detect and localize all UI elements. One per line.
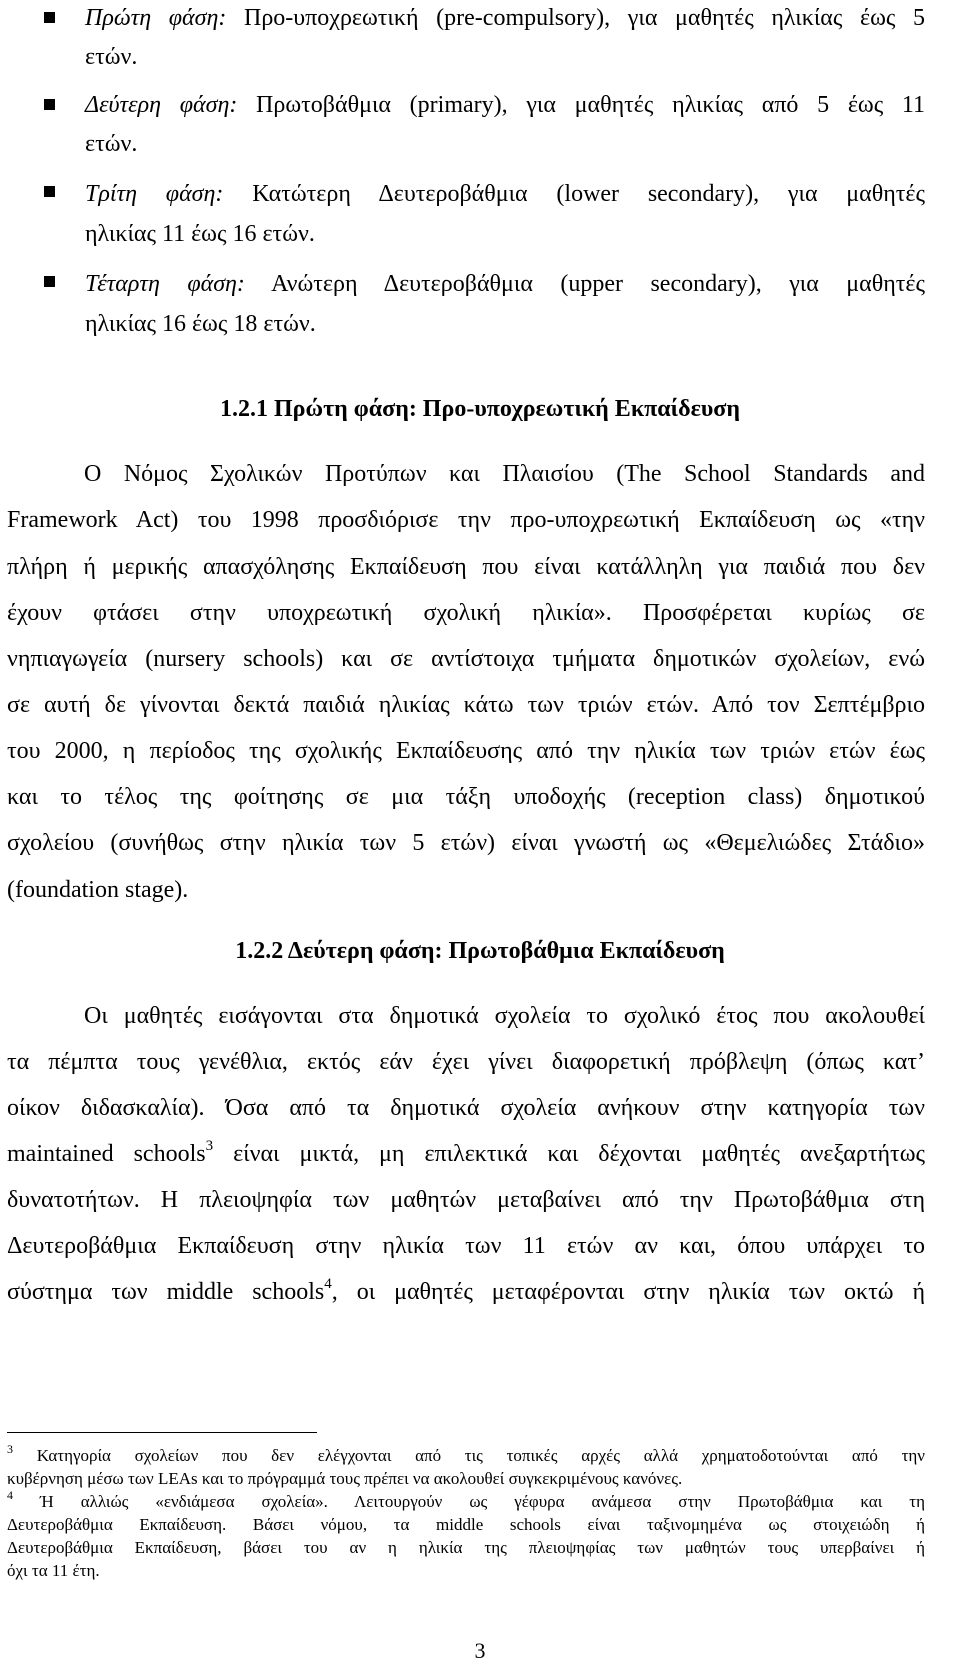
paragraph-line: (foundation stage). — [7, 877, 189, 903]
list-item-label: Δεύτερη φάση: — [85, 92, 238, 118]
paragraph-line: έχουν φτάσει στην υποχρεωτική σχολική ηλικία». Προσφέρεται κυρίως σε — [7, 600, 925, 626]
paragraph-line — [7, 1140, 925, 1168]
footnote-line — [7, 1442, 925, 1466]
paragraph-line: οίκον διδασκαλία). Όσα από τα δημοτικά σχολεία ανήκουν στην κατηγορία των — [7, 1095, 925, 1121]
square-bullet-icon — [44, 276, 55, 287]
paragraph-line: του 2000, η περίοδος της σχολικής Εκπαίδευσης από την ηλικία των τριών ετών έως — [7, 738, 925, 764]
footnote-reference[interactable]: 3 — [205, 1138, 214, 1154]
paragraph-line: Framework Act) του 1998 προσδιόρισε την προ-υποχρεωτική Εκπαίδευση ως «την — [7, 507, 925, 533]
paragraph-line: σε αυτή δε γίνονται δεκτά παιδιά ηλικίας κάτω των τριών ετών. Από τον Σεπτέμβριο — [7, 692, 925, 718]
list-item-line — [85, 180, 925, 208]
footnote-text: Ή αλλιώς «ενδιάμεσα σχολεία». Λειτουργούν ως γέφυρα ανάμεσα στην Πρωτοβάθμια και τη — [13, 1492, 925, 1511]
list-item-line — [85, 91, 925, 119]
footnote-number: 4 — [7, 1488, 13, 1503]
paragraph-text: maintained schools — [7, 1141, 206, 1167]
paragraph-text: είναι μικτά, μη επιλεκτικά και δέχονται μαθητές ανεξαρτήτως — [213, 1141, 925, 1167]
list-item-line: ηλικίας 16 έως 18 ετών. — [85, 311, 316, 337]
paragraph-text: , οι μαθητές μεταφέρονται στην ηλικία των οκτώ ή — [331, 1279, 926, 1305]
footnote-reference[interactable]: 4 — [324, 1276, 332, 1292]
paragraph-line: και το τέλος της φοίτησης σε μια τάξη υποδοχής (reception class) δημοτικού — [7, 784, 925, 810]
paragraph-line: πλήρη ή μερικής απασχόλησης Εκπαίδευση που είναι κατάλληλη για παιδιά που δεν — [7, 554, 925, 580]
square-bullet-icon — [44, 12, 55, 23]
paragraph-line: Δευτεροβάθμια Εκπαίδευση στην ηλικία των 11 ετών αν και, όπου υπάρχει το — [7, 1233, 925, 1259]
footnote-line — [7, 1488, 925, 1512]
list-item-line: ηλικίας 11 έως 16 ετών. — [85, 221, 315, 247]
list-item-line — [85, 4, 925, 32]
page-number: 3 — [474, 1638, 486, 1663]
list-item-label: Τρίτη φάση: — [85, 181, 224, 207]
paragraph-line — [7, 1278, 925, 1306]
paragraph-line: σχολείου (συνήθως στην ηλικία των 5 ετών) είναι γνωστή ως «Θεμελιώδες Στάδιο» — [7, 830, 925, 856]
list-item-text: Ανώτερη Δευτεροβάθμια (upper secondary), για μαθητές — [271, 271, 925, 297]
footnote-number: 3 — [7, 1442, 13, 1457]
list-item-line — [85, 270, 925, 298]
section-heading: 1.2.1 Πρώτη φάση: Προ-υποχρεωτική Εκπαίδευση — [220, 396, 740, 422]
list-item-text: Προ-υποχρεωτική (pre-compulsory), για μαθητές ηλικίας έως 5 — [243, 5, 926, 31]
paragraph-line: δυνατοτήτων. Η πλειοψηφία των μαθητών μεταβαίνει από την Πρωτοβάθμια στη — [7, 1187, 925, 1213]
footnote-line: κυβέρνηση μέσω των LEAs και το πρόγραμμά τους πρέπει να ακολουθεί συγκεκριμένους κανόνες. — [7, 1469, 683, 1488]
square-bullet-icon — [44, 99, 55, 110]
square-bullet-icon — [44, 186, 55, 197]
list-item-text: Πρωτοβάθμια (primary), για μαθητές ηλικίας από 5 έως 11 — [256, 92, 926, 118]
list-item-line: ετών. — [85, 44, 138, 70]
footnote-text: Κατηγορία σχολείων που δεν ελέγχονται από τις τοπικές αρχές αλλά χρηματοδοτούνται από την — [13, 1446, 925, 1465]
section-heading: 1.2.2 Δεύτερη φάση: Πρωτοβάθμια Εκπαίδευση — [235, 938, 725, 964]
footnote-line: Δευτεροβάθμια Εκπαίδευση. Βάσει νόμου, τα middle schools είναι ταξινομημένα ως στοιχειώδη ή — [7, 1515, 925, 1534]
footnote-separator — [7, 1432, 317, 1433]
paragraph-line: Ο Νόμος Σχολικών Προτύπων και Πλαισίου (The School Standards and — [84, 461, 925, 487]
paragraph-line: τα πέμπτα τους γενέθλια, εκτός εάν έχει γίνει διαφορετική πρόβλεψη (όπως κατ’ — [7, 1049, 925, 1075]
list-item-label: Τέταρτη φάση: — [85, 271, 245, 297]
list-item-line: ετών. — [85, 131, 138, 157]
paragraph-line: Οι μαθητές εισάγονται στα δημοτικά σχολεία το σχολικό έτος που ακολουθεί — [84, 1003, 925, 1029]
list-item-text: Κατώτερη Δευτεροβάθμια (lower secondary), για μαθητές — [252, 181, 926, 207]
footnote-line: Δευτεροβάθμια Εκπαίδευση, βάσει του αν η ηλικία της πλειοψηφίας των μαθητών τους υπερβαίνει ή — [7, 1538, 925, 1557]
paragraph-line: νηπιαγωγεία (nursery schools) και σε αντίστοιχα τμήματα δημοτικών σχολείων, ενώ — [7, 646, 925, 672]
paragraph-text: σύστημα των middle schools — [7, 1279, 325, 1305]
footnote-line: όχι τα 11 έτη. — [7, 1561, 100, 1580]
list-item-label: Πρώτη φάση: — [85, 5, 227, 31]
